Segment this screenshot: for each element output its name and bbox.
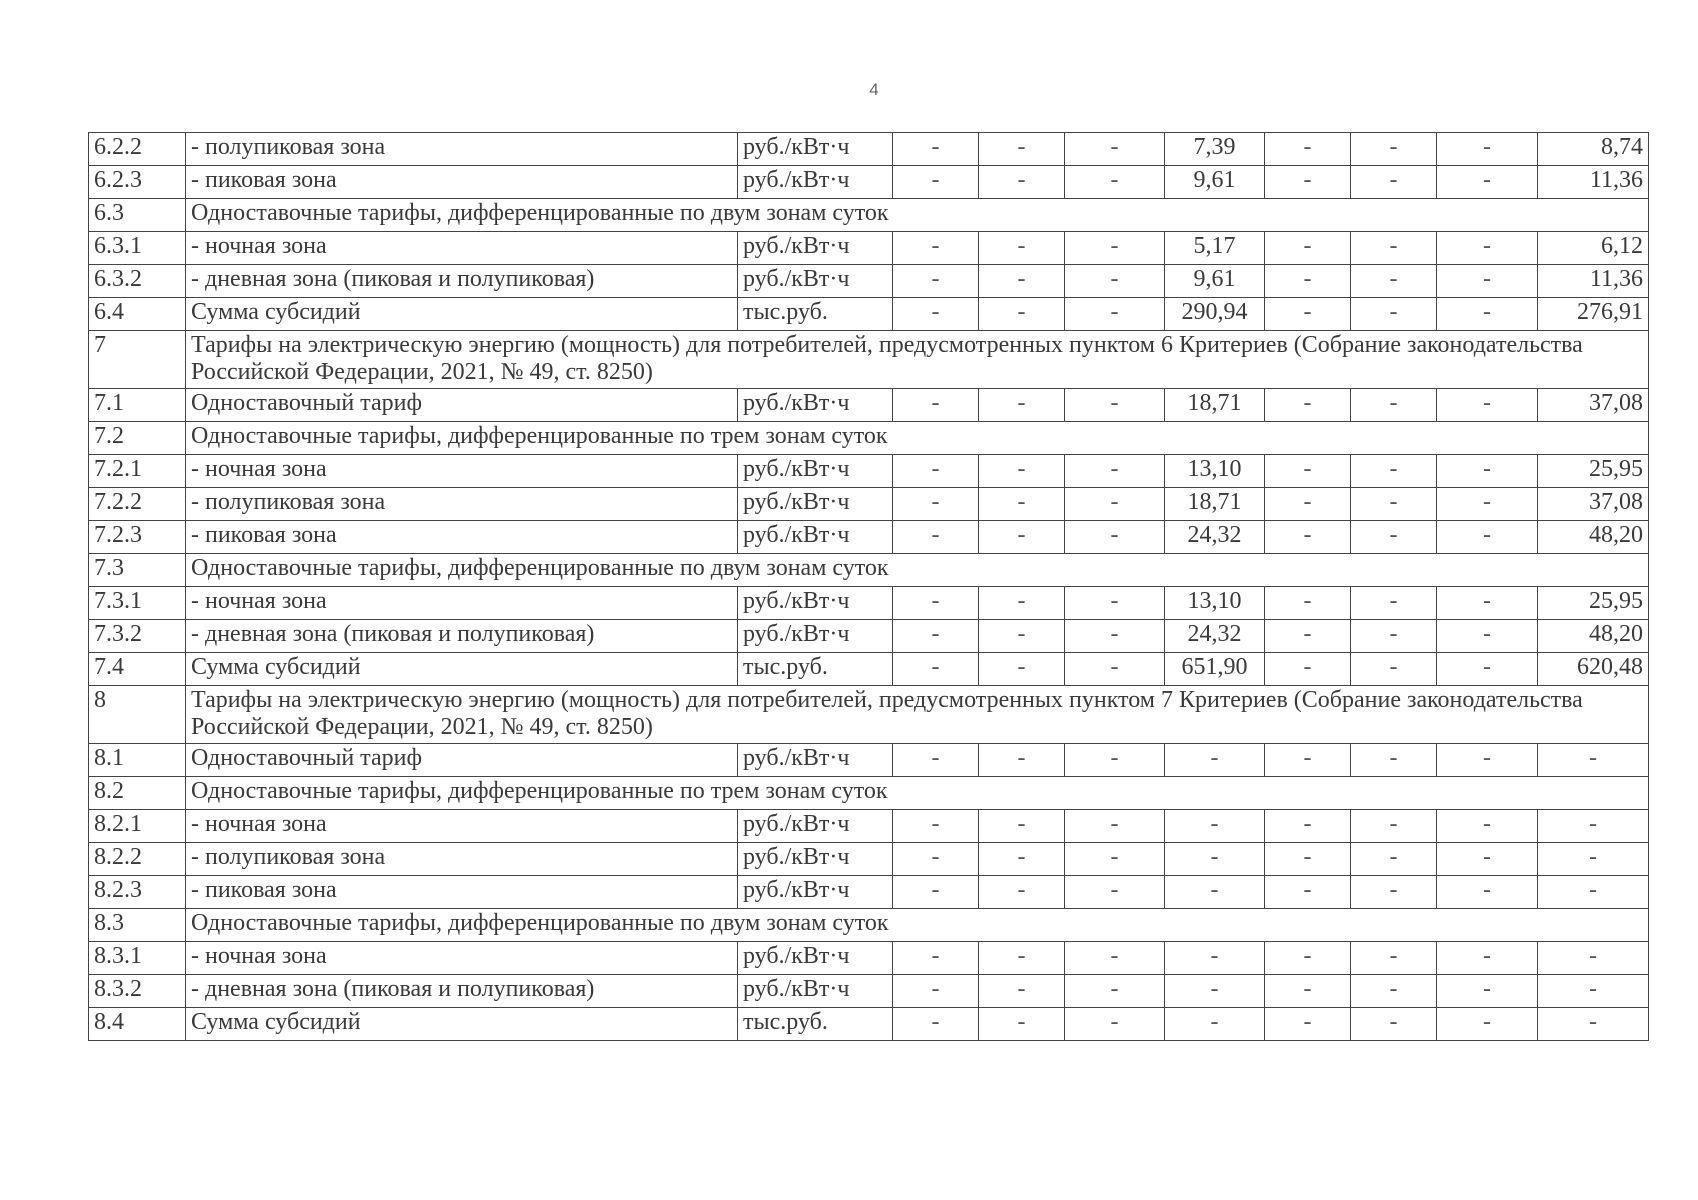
value-cell: -	[1538, 743, 1649, 776]
value-cell: -	[1351, 232, 1437, 265]
value-cell: -	[1351, 941, 1437, 974]
value-cell: -	[1538, 809, 1649, 842]
table-row	[89, 487, 1649, 520]
value-cell: -	[1351, 842, 1437, 875]
row-number: 8.2.3	[89, 875, 186, 908]
row-name: - полупиковая зона	[186, 842, 738, 875]
value-cell: -	[1265, 875, 1351, 908]
row-unit: руб./кВт·ч	[738, 941, 893, 974]
section-heading: Одноставочные тарифы, дифференцированные по трем зонам суток	[186, 776, 1649, 809]
row-unit: руб./кВт·ч	[738, 133, 893, 166]
row-number: 7.4	[89, 652, 186, 685]
value-cell: -	[1165, 1007, 1265, 1040]
row-name: - пиковая зона	[186, 875, 738, 908]
value-cell: -	[1065, 619, 1165, 652]
value-cell: -	[1265, 619, 1351, 652]
value-cell: -	[1351, 619, 1437, 652]
value-cell: -	[1265, 520, 1351, 553]
value-cell: -	[893, 941, 979, 974]
value-cell: -	[1265, 454, 1351, 487]
row-number: 8.3	[89, 908, 186, 941]
row-number: 8.4	[89, 1007, 186, 1040]
value-cell: 11,36	[1538, 166, 1649, 199]
row-unit: руб./кВт·ч	[738, 265, 893, 298]
value-cell: 37,08	[1538, 487, 1649, 520]
section-heading: Тарифы на электрическую энергию (мощность) для потребителей, предусмотренных пунктом 6 Критериев (Собрание законодательства Российской Федерации, 2021, № 49, ст. 8250)	[186, 331, 1649, 389]
table-row	[89, 743, 1649, 776]
section-heading-row	[89, 199, 1649, 232]
value-cell: -	[1351, 743, 1437, 776]
value-cell: -	[1351, 520, 1437, 553]
row-number: 7.3.1	[89, 586, 186, 619]
table-row	[89, 232, 1649, 265]
value-cell: 13,10	[1165, 454, 1265, 487]
row-unit: руб./кВт·ч	[738, 586, 893, 619]
value-cell: -	[893, 809, 979, 842]
row-name: Сумма субсидий	[186, 1007, 738, 1040]
row-number: 7.3.2	[89, 619, 186, 652]
value-cell: -	[1351, 875, 1437, 908]
row-name: - полупиковая зона	[186, 487, 738, 520]
row-name: - ночная зона	[186, 454, 738, 487]
row-name: Сумма субсидий	[186, 298, 738, 331]
value-cell: 651,90	[1165, 652, 1265, 685]
value-cell: -	[1265, 743, 1351, 776]
row-name: - дневная зона (пиковая и полупиковая)	[186, 619, 738, 652]
row-number: 6.3	[89, 199, 186, 232]
value-cell: -	[1351, 652, 1437, 685]
value-cell: -	[1437, 454, 1538, 487]
table-row	[89, 875, 1649, 908]
value-cell: -	[1351, 265, 1437, 298]
value-cell: -	[1065, 1007, 1165, 1040]
section-heading-row	[89, 685, 1649, 743]
table-row	[89, 133, 1649, 166]
row-number: 8.3.2	[89, 974, 186, 1007]
value-cell: 11,36	[1538, 265, 1649, 298]
value-cell: -	[1065, 487, 1165, 520]
table-row	[89, 166, 1649, 199]
value-cell: -	[1065, 809, 1165, 842]
row-number: 6.2.3	[89, 166, 186, 199]
value-cell: -	[979, 487, 1065, 520]
value-cell: -	[1437, 487, 1538, 520]
value-cell: -	[1065, 743, 1165, 776]
row-number: 6.4	[89, 298, 186, 331]
row-name: - ночная зона	[186, 232, 738, 265]
value-cell: -	[1538, 974, 1649, 1007]
value-cell: -	[893, 487, 979, 520]
section-heading: Одноставочные тарифы, дифференцированные по двум зонам суток	[186, 908, 1649, 941]
value-cell: -	[893, 842, 979, 875]
row-number: 8.2.2	[89, 842, 186, 875]
value-cell: -	[893, 743, 979, 776]
value-cell: -	[1437, 133, 1538, 166]
section-heading-row	[89, 421, 1649, 454]
value-cell: -	[1065, 298, 1165, 331]
value-cell: 37,08	[1538, 388, 1649, 421]
value-cell: -	[1538, 875, 1649, 908]
value-cell: 9,61	[1165, 265, 1265, 298]
row-unit: руб./кВт·ч	[738, 842, 893, 875]
value-cell: -	[1165, 875, 1265, 908]
section-heading-row	[89, 776, 1649, 809]
value-cell: -	[979, 265, 1065, 298]
row-number: 8.3.1	[89, 941, 186, 974]
row-unit: тыс.руб.	[738, 652, 893, 685]
row-unit: руб./кВт·ч	[738, 974, 893, 1007]
value-cell: -	[1265, 298, 1351, 331]
row-number: 7.3	[89, 553, 186, 586]
value-cell: 48,20	[1538, 619, 1649, 652]
value-cell: -	[893, 298, 979, 331]
value-cell: -	[979, 974, 1065, 1007]
value-cell: -	[893, 388, 979, 421]
row-unit: руб./кВт·ч	[738, 743, 893, 776]
value-cell: -	[893, 232, 979, 265]
value-cell: -	[893, 974, 979, 1007]
row-name: - дневная зона (пиковая и полупиковая)	[186, 265, 738, 298]
row-name: - пиковая зона	[186, 520, 738, 553]
section-heading: Одноставочные тарифы, дифференцированные по двум зонам суток	[186, 553, 1649, 586]
value-cell: -	[1065, 454, 1165, 487]
table-row	[89, 809, 1649, 842]
value-cell: -	[893, 875, 979, 908]
section-heading-row	[89, 331, 1649, 389]
value-cell: -	[979, 875, 1065, 908]
value-cell: -	[1165, 809, 1265, 842]
value-cell: -	[1351, 133, 1437, 166]
value-cell: -	[979, 388, 1065, 421]
value-cell: -	[893, 454, 979, 487]
page-number: 4	[869, 80, 879, 99]
row-number: 7.2	[89, 421, 186, 454]
value-cell: -	[1165, 743, 1265, 776]
value-cell: -	[1065, 875, 1165, 908]
value-cell: -	[1538, 941, 1649, 974]
value-cell: -	[893, 1007, 979, 1040]
row-number: 7.2.1	[89, 454, 186, 487]
value-cell: -	[1065, 974, 1165, 1007]
value-cell: -	[979, 520, 1065, 553]
value-cell: -	[1065, 941, 1165, 974]
value-cell: -	[1065, 520, 1165, 553]
table-row	[89, 265, 1649, 298]
value-cell: -	[893, 133, 979, 166]
value-cell: -	[979, 743, 1065, 776]
row-unit: руб./кВт·ч	[738, 520, 893, 553]
value-cell: 8,74	[1538, 133, 1649, 166]
row-number: 7.2.3	[89, 520, 186, 553]
value-cell: -	[893, 265, 979, 298]
value-cell: -	[1065, 133, 1165, 166]
value-cell: 9,61	[1165, 166, 1265, 199]
row-name: Сумма субсидий	[186, 652, 738, 685]
value-cell: -	[979, 133, 1065, 166]
value-cell: -	[1351, 586, 1437, 619]
value-cell: -	[1437, 388, 1538, 421]
value-cell: 6,12	[1538, 232, 1649, 265]
value-cell: -	[1351, 974, 1437, 1007]
row-name: Одноставочный тариф	[186, 743, 738, 776]
value-cell: 276,91	[1538, 298, 1649, 331]
row-unit: руб./кВт·ч	[738, 619, 893, 652]
value-cell: -	[1065, 842, 1165, 875]
value-cell: 24,32	[1165, 520, 1265, 553]
value-cell: -	[1065, 232, 1165, 265]
value-cell: 7,39	[1165, 133, 1265, 166]
value-cell: -	[979, 842, 1065, 875]
row-name: - дневная зона (пиковая и полупиковая)	[186, 974, 738, 1007]
table-row	[89, 520, 1649, 553]
table-row	[89, 652, 1649, 685]
value-cell: 24,32	[1165, 619, 1265, 652]
value-cell: -	[1538, 1007, 1649, 1040]
value-cell: -	[1437, 743, 1538, 776]
value-cell: -	[1437, 809, 1538, 842]
row-number: 6.3.2	[89, 265, 186, 298]
row-number: 8.1	[89, 743, 186, 776]
value-cell: -	[1437, 166, 1538, 199]
row-name: - полупиковая зона	[186, 133, 738, 166]
value-cell: -	[1165, 974, 1265, 1007]
table-row	[89, 842, 1649, 875]
value-cell: -	[1351, 1007, 1437, 1040]
value-cell: -	[979, 586, 1065, 619]
section-heading-row	[89, 553, 1649, 586]
tariff-table	[88, 132, 1649, 1041]
value-cell: -	[1351, 388, 1437, 421]
row-number: 7.1	[89, 388, 186, 421]
value-cell: -	[1265, 487, 1351, 520]
table-row	[89, 388, 1649, 421]
row-name: - пиковая зона	[186, 166, 738, 199]
value-cell: -	[1437, 842, 1538, 875]
row-unit: руб./кВт·ч	[738, 487, 893, 520]
table-body	[89, 133, 1649, 1041]
value-cell: -	[979, 166, 1065, 199]
table-row	[89, 454, 1649, 487]
value-cell: -	[1538, 842, 1649, 875]
row-unit: тыс.руб.	[738, 298, 893, 331]
value-cell: -	[1265, 166, 1351, 199]
value-cell: 620,48	[1538, 652, 1649, 685]
row-unit: руб./кВт·ч	[738, 875, 893, 908]
row-number: 8	[89, 685, 186, 743]
value-cell: -	[1265, 809, 1351, 842]
section-heading-row	[89, 908, 1649, 941]
value-cell: -	[979, 809, 1065, 842]
value-cell: 48,20	[1538, 520, 1649, 553]
value-cell: -	[979, 1007, 1065, 1040]
table-row	[89, 1007, 1649, 1040]
value-cell: -	[1065, 586, 1165, 619]
value-cell: -	[1437, 619, 1538, 652]
row-unit: руб./кВт·ч	[738, 809, 893, 842]
section-heading: Одноставочные тарифы, дифференцированные по двум зонам суток	[186, 199, 1649, 232]
value-cell: -	[1437, 265, 1538, 298]
value-cell: -	[1437, 652, 1538, 685]
section-heading: Одноставочные тарифы, дифференцированные по трем зонам суток	[186, 421, 1649, 454]
row-name: - ночная зона	[186, 941, 738, 974]
value-cell: -	[1351, 298, 1437, 331]
table-row	[89, 586, 1649, 619]
value-cell: -	[1065, 652, 1165, 685]
value-cell: -	[893, 619, 979, 652]
value-cell: -	[1351, 809, 1437, 842]
table-row	[89, 619, 1649, 652]
value-cell: -	[1351, 454, 1437, 487]
value-cell: -	[1437, 520, 1538, 553]
value-cell: -	[893, 520, 979, 553]
value-cell: 18,71	[1165, 388, 1265, 421]
value-cell: -	[1437, 875, 1538, 908]
value-cell: -	[979, 652, 1065, 685]
value-cell: -	[979, 454, 1065, 487]
value-cell: -	[979, 941, 1065, 974]
value-cell: -	[1065, 388, 1165, 421]
value-cell: -	[1165, 842, 1265, 875]
row-unit: руб./кВт·ч	[738, 454, 893, 487]
value-cell: -	[1265, 842, 1351, 875]
value-cell: -	[1265, 232, 1351, 265]
row-name: Одноставочный тариф	[186, 388, 738, 421]
value-cell: 25,95	[1538, 586, 1649, 619]
value-cell: 13,10	[1165, 586, 1265, 619]
value-cell: -	[1265, 388, 1351, 421]
value-cell: 25,95	[1538, 454, 1649, 487]
value-cell: -	[1265, 941, 1351, 974]
value-cell: -	[1265, 586, 1351, 619]
value-cell: 5,17	[1165, 232, 1265, 265]
row-number: 6.3.1	[89, 232, 186, 265]
row-number: 6.2.2	[89, 133, 186, 166]
table-row	[89, 974, 1649, 1007]
value-cell: -	[1437, 232, 1538, 265]
value-cell: -	[1351, 166, 1437, 199]
section-heading: Тарифы на электрическую энергию (мощность) для потребителей, предусмотренных пунктом 7 Критериев (Собрание законодательства Российской Федерации, 2021, № 49, ст. 8250)	[186, 685, 1649, 743]
row-unit: руб./кВт·ч	[738, 388, 893, 421]
value-cell: 290,94	[1165, 298, 1265, 331]
value-cell: -	[1265, 1007, 1351, 1040]
value-cell: -	[979, 619, 1065, 652]
table-row	[89, 298, 1649, 331]
value-cell: -	[893, 652, 979, 685]
row-name: - ночная зона	[186, 586, 738, 619]
row-number: 8.2	[89, 776, 186, 809]
value-cell: -	[1265, 974, 1351, 1007]
value-cell: -	[1065, 265, 1165, 298]
table-row	[89, 941, 1649, 974]
row-number: 7	[89, 331, 186, 389]
value-cell: -	[1437, 1007, 1538, 1040]
value-cell: -	[1437, 974, 1538, 1007]
value-cell: -	[979, 232, 1065, 265]
value-cell: -	[893, 586, 979, 619]
value-cell: -	[1351, 487, 1437, 520]
value-cell: -	[979, 298, 1065, 331]
row-name: - ночная зона	[186, 809, 738, 842]
row-number: 8.2.1	[89, 809, 186, 842]
value-cell: -	[1065, 166, 1165, 199]
value-cell: -	[1437, 298, 1538, 331]
value-cell: -	[1165, 941, 1265, 974]
value-cell: -	[1265, 652, 1351, 685]
value-cell: -	[893, 166, 979, 199]
value-cell: -	[1437, 586, 1538, 619]
row-number: 7.2.2	[89, 487, 186, 520]
row-unit: руб./кВт·ч	[738, 232, 893, 265]
value-cell: 18,71	[1165, 487, 1265, 520]
value-cell: -	[1437, 941, 1538, 974]
row-unit: руб./кВт·ч	[738, 166, 893, 199]
value-cell: -	[1265, 133, 1351, 166]
value-cell: -	[1265, 265, 1351, 298]
row-unit: тыс.руб.	[738, 1007, 893, 1040]
